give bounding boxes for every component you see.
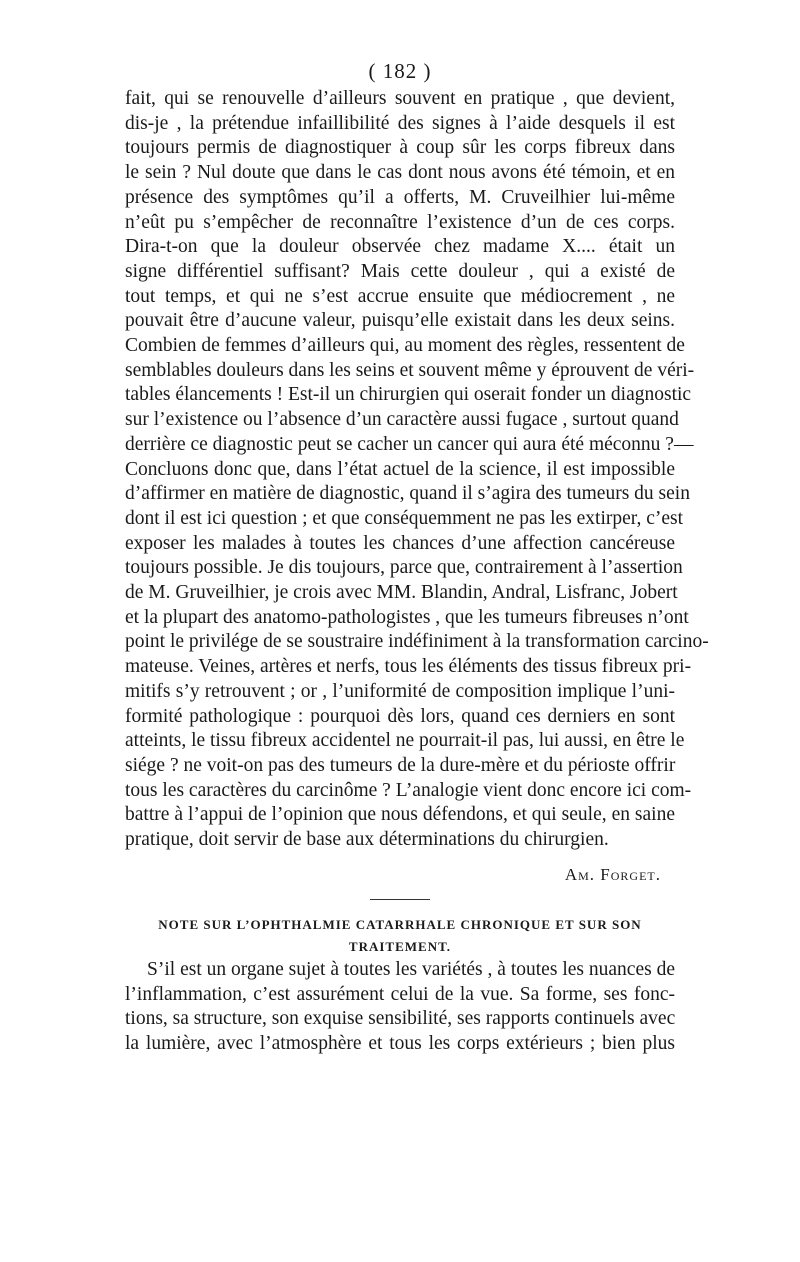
text-line: pouvait être d’aucune valeur, puisqu’elle existait dans les deux seins. (125, 310, 675, 332)
text-line: toujours permis de diagnostiquer à coup sûr les corps fibreux dans (125, 137, 675, 159)
paragraph-main (125, 87, 709, 853)
text-line: tout temps, et qui ne s’est accrue ensuite que médiocrement , ne (125, 285, 675, 307)
text-line: Dira-t-on que la douleur observée chez madame X.... était un (125, 236, 675, 258)
text-line: la lumière, avec l’atmosphère et tous les corps extérieurs ; bien plus (125, 1032, 675, 1054)
text-line: le sein ? Nul doute que dans le cas dont nous avons été témoin, et en (125, 162, 675, 184)
text-line: atteints, le tissu fibreux accidentel ne pourrait-il pas, lui aussi, en être le (125, 730, 685, 752)
book-page (125, 58, 709, 1057)
text-line: mateuse. Veines, artères et nerfs, tous les éléments des tissus fibreux pri- (125, 656, 692, 678)
text-line: fait, qui se renouvelle d’ailleurs souvent en pratique , que devient, (125, 88, 675, 109)
text-line: exposer les malades à toutes les chances d’une affection cancéreuse (125, 532, 675, 554)
text-line: l’inflammation, c’est assurément celui de la vue. Sa forme, ses fonc- (125, 983, 675, 1005)
text-line: mitifs s’y retrouvent ; or , l’uniformité de composition implique l’uni- (125, 680, 675, 702)
paragraph-note (125, 958, 675, 1057)
article-body (125, 87, 709, 1057)
note-title-line: TRAITEMENT. (348, 938, 452, 954)
text-line: semblables douleurs dans les seins et souvent même y éprouvent de véri- (125, 359, 695, 381)
text-line: présence des symptômes qu’il a offerts, M. Cruveilhier lui-même (125, 186, 675, 208)
text-line: signe différentiel suffisant? Mais cette douleur , qui a existé de (125, 260, 675, 282)
text-line: Combien de femmes d’ailleurs qui, au moment des règles, ressentent de (125, 335, 685, 357)
text-line: siége ? ne voit-on pas des tumeurs de la dure-mère et du périoste offrir (125, 754, 676, 776)
text-line: derrière ce diagnostic peut se cacher un cancer qui aura été méconnu ?— (125, 433, 694, 455)
text-line: sur l’existence ou l’absence d’un caractère aussi fugace , surtout quand (125, 409, 679, 431)
text-line: battre à l’appui de l’opinion que nous défendons, et qui seule, en saine (125, 804, 675, 826)
text-line: de M. Gruveilhier, je crois avec MM. Blandin, Andral, Lisfranc, Jobert (125, 582, 678, 604)
text-line: tous les caractères du carcinôme ? L’analogie vient donc encore ici com- (125, 779, 692, 801)
text-line: point le privilége de se soustraire indéfiniment à la transformation carcino- (125, 631, 709, 653)
text-line: tions, sa structure, son exquise sensibilité, ses rapports continuels avec (125, 1008, 676, 1030)
author-signature: Am. Forget. (564, 864, 661, 884)
text-line: S’il est un organe sujet à toutes les variétés , à toutes les nuances de (147, 958, 675, 980)
text-line: tables élancements ! Est-il un chirurgien qui oserait fonder un diagnostic (125, 384, 692, 406)
page-number: ( 182 ) (368, 59, 432, 83)
note-title-line: NOTE SUR L’OPHTHALMIE CATARRHALE CHRONIQUE ET SUR SON (158, 916, 642, 932)
text-line: formité pathologique : pourquoi dès lors, quand ces derniers en sont (125, 705, 675, 727)
text-line: pratique, doit servir de base aux déterminations du chirurgien. (125, 829, 609, 851)
text-line: n’eût pu s’empêcher de reconnaître l’existence d’un de ces corps. (125, 211, 675, 233)
text-line: toujours possible. Je dis toujours, parce que, contrairement à l’assertion (125, 557, 683, 579)
text-line: Concluons donc que, dans l’état actuel de la science, il est impossible (125, 458, 675, 480)
text-line: et la plupart des anatomo-pathologistes , que les tumeurs fibreuses n’ont (125, 606, 689, 628)
text-line: d’affirmer en matière de diagnostic, quand il s’agira des tumeurs du sein (125, 483, 690, 505)
note-title (125, 914, 675, 958)
text-line: dis-je , la prétendue infaillibilité des signes à l’aide desquels il est (125, 112, 675, 134)
text-line: dont il est ici question ; et que conséquemment ne pas les extirper, c’est (125, 507, 684, 529)
section-divider (370, 899, 430, 900)
